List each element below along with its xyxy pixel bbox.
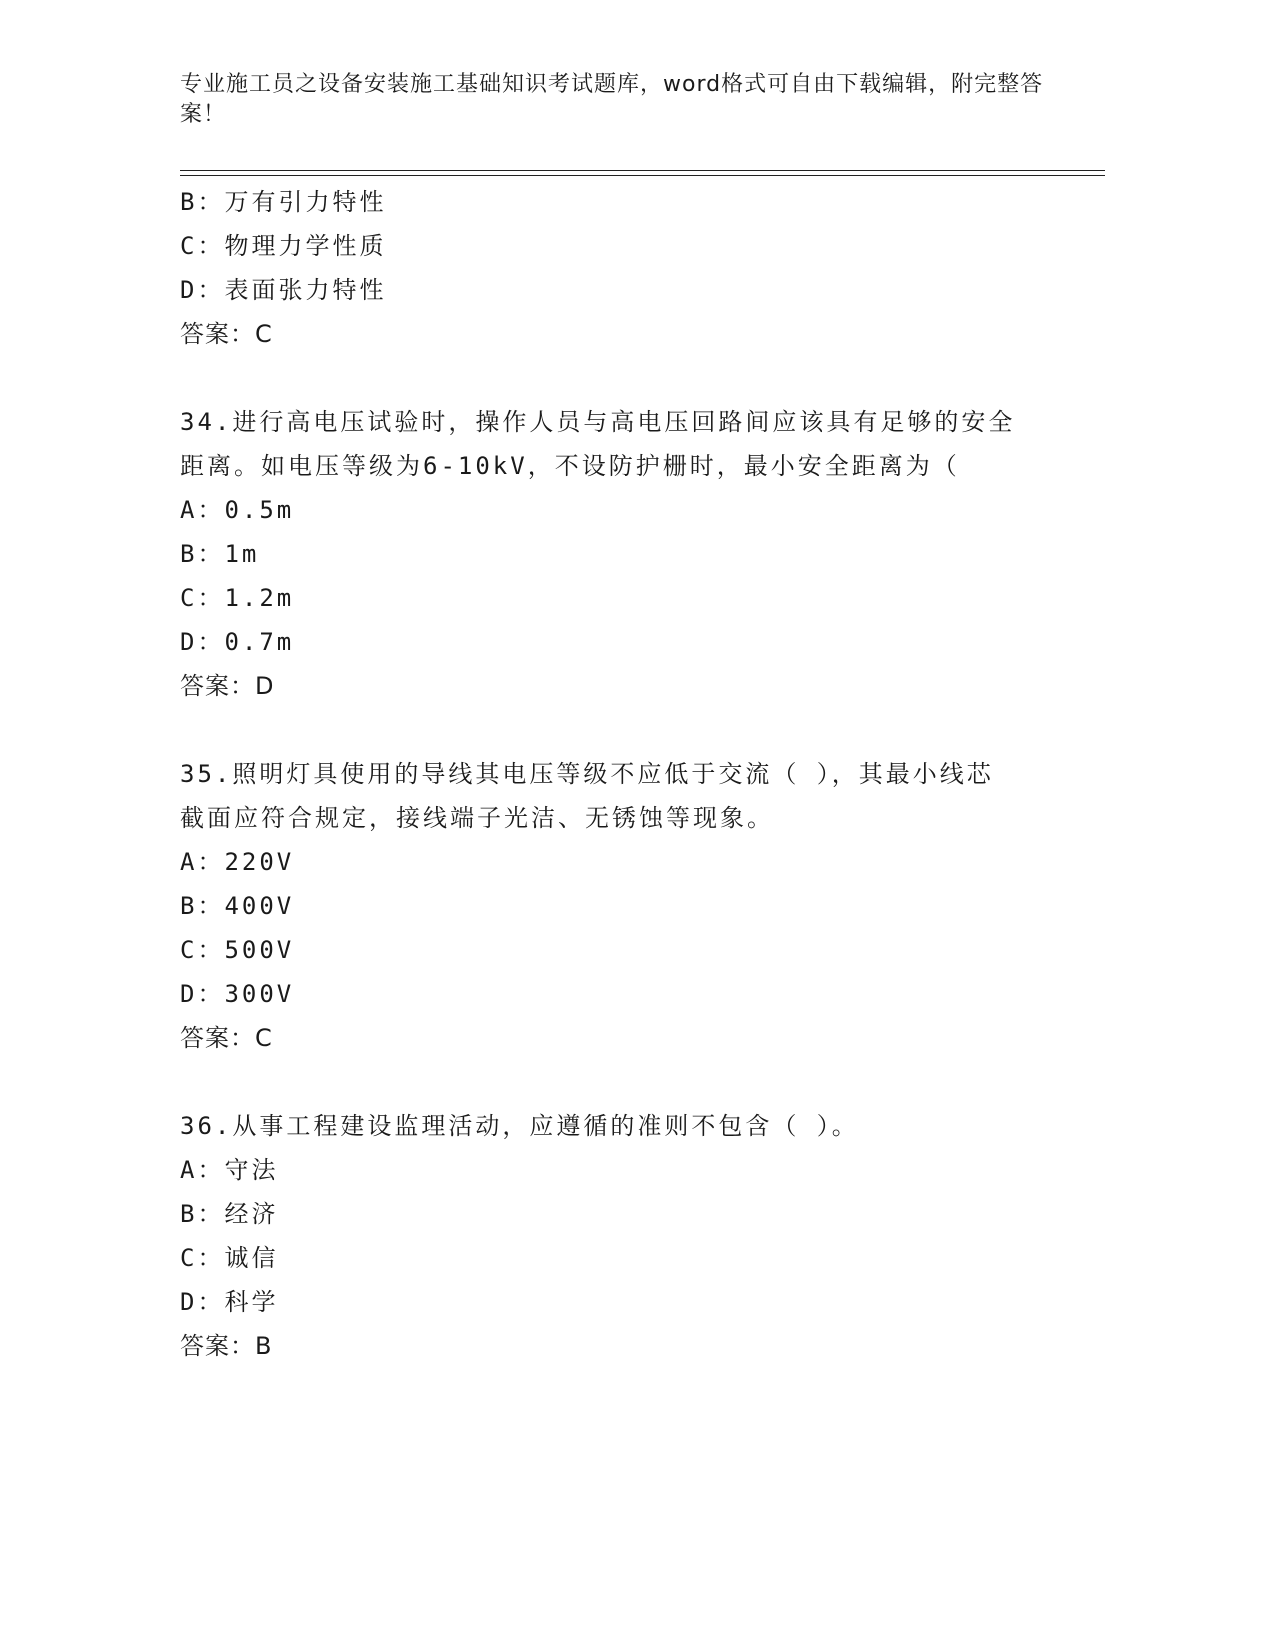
answer-line: 答案：C (180, 320, 273, 348)
option-d: D：300V (180, 980, 295, 1008)
question-35 (180, 754, 1080, 1062)
option-b: B：400V (180, 892, 295, 920)
document-header (180, 70, 1050, 130)
option-c: C：1.2m (180, 584, 295, 612)
question-34 (180, 402, 1080, 710)
option-a: A：0.5m (180, 496, 295, 524)
answer-line: 答案：C (180, 1024, 273, 1052)
option-c: C：诚信 (180, 1244, 279, 1272)
option-d: D：表面张力特性 (180, 276, 387, 304)
option-a: A：守法 (180, 1156, 279, 1184)
header-text: 专业施工员之设备安装施工基础知识考试题库，word格式可自由下载编辑，附完整答案！ (180, 72, 1044, 127)
option-c: C：物理力学性质 (180, 232, 387, 260)
header-divider-bottom (180, 175, 1105, 176)
question-list (180, 182, 1080, 1370)
option-b: B：1m (180, 540, 260, 568)
question-stem-line: 截面应符合规定，接线端子光洁、无锈蚀等现象。 (180, 804, 774, 832)
question-stem-line: 36.从事工程建设监理活动，应遵循的准则不包含（ ）。 (180, 1112, 859, 1140)
option-d: D：0.7m (180, 628, 295, 656)
question-partial (180, 182, 1080, 358)
question-stem-line: 34.进行高电压试验时，操作人员与高电压回路间应该具有足够的安全 (180, 408, 1016, 436)
option-c: C：500V (180, 936, 295, 964)
option-d: D：科学 (180, 1288, 279, 1316)
question-36 (180, 1106, 1080, 1370)
option-b: B：万有引力特性 (180, 188, 387, 216)
option-b: B：经济 (180, 1200, 279, 1228)
question-stem-line: 35.照明灯具使用的导线其电压等级不应低于交流（ ），其最小线芯 (180, 760, 994, 788)
answer-line: 答案：D (180, 672, 275, 700)
header-divider-top (180, 170, 1105, 171)
option-a: A：220V (180, 848, 295, 876)
answer-line: 答案：B (180, 1332, 273, 1360)
question-stem-line: 距离。如电压等级为6-10kV，不设防护栅时，最小安全距离为（ (180, 452, 960, 480)
